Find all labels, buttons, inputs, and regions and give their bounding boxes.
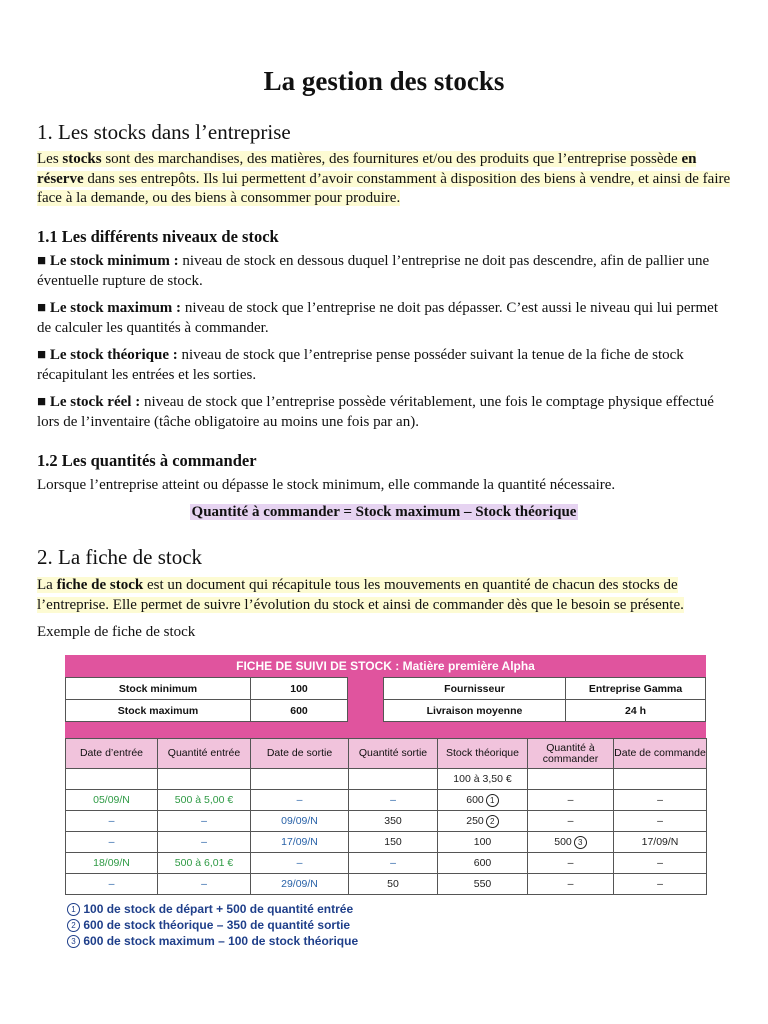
table-cell bbox=[348, 852, 438, 874]
table-cell-value: 05/09/N bbox=[93, 794, 130, 806]
table-cell-value: – bbox=[567, 878, 574, 890]
example-caption: Exemple de fiche de stock bbox=[37, 624, 196, 640]
table-cell-value: – bbox=[108, 836, 115, 848]
table-cell bbox=[437, 768, 528, 790]
list-item-stock-maximum: ■ Le stock maximum : niveau de stock que l’entreprise ne doit pas dépasser. C’est aussi le niveau qui lui permet de calculer les quantités à commander. bbox=[37, 300, 718, 336]
table-cell-value: – bbox=[567, 815, 574, 827]
table-header-cell: Quantité à commander bbox=[527, 738, 614, 769]
table-cell bbox=[613, 810, 707, 832]
table-header-cell: Date d’entrée bbox=[65, 738, 158, 769]
subsection-1-2-heading: 1.2 Les quantités à commander bbox=[37, 451, 257, 470]
table-cell bbox=[157, 873, 251, 895]
table-cell bbox=[527, 789, 614, 811]
table-cell-value: – bbox=[201, 836, 207, 848]
stock-sheet-title: FICHE DE SUIVI DE STOCK : Matière première Alpha bbox=[236, 659, 535, 673]
table-cell-value: – bbox=[296, 794, 303, 806]
note-3: 3 600 de stock maximum – 100 de stock théorique bbox=[65, 933, 706, 949]
table-cell-value: 100 à 3,50 € bbox=[453, 773, 512, 785]
table-cell-value: 100 bbox=[473, 836, 492, 848]
table-cell bbox=[65, 852, 158, 874]
table-cell-value: 500 à 6,01 € bbox=[174, 857, 234, 869]
table-cell bbox=[437, 873, 528, 895]
table-cell-value: 17/09/N bbox=[281, 836, 318, 848]
table-cell-value: 350 bbox=[384, 815, 402, 827]
table-cell bbox=[157, 852, 251, 874]
callout-marker: 1 bbox=[486, 794, 499, 807]
subsection-1-1-heading: 1.1 Les différents niveaux de stock bbox=[37, 227, 279, 246]
table-cell bbox=[65, 831, 158, 853]
list-item-stock-theorique: ■ Le stock théorique : niveau de stock que l’entreprise pense posséder suivant la tenue de la fiche de stock récapitulant les entrées et les sorties. bbox=[37, 347, 684, 383]
formula: Quantité à commander = Stock maximum – Stock théorique bbox=[191, 504, 577, 520]
table-cell-value: – bbox=[567, 857, 574, 869]
stock-max-label: Stock maximum bbox=[65, 699, 251, 722]
table-cell bbox=[348, 810, 438, 832]
table-cell-value: – bbox=[657, 794, 663, 806]
note-2: 2 600 de stock théorique – 350 de quantité sortie bbox=[65, 917, 706, 933]
table-cell bbox=[437, 831, 528, 853]
table-cell-value: 500 à 5,00 € bbox=[174, 794, 234, 806]
table-cell bbox=[65, 768, 158, 790]
table-cell bbox=[527, 873, 614, 895]
list-item-stock-reel: ■ Le stock réel : niveau de stock que l’entreprise possède véritablement, une fois le comptage physique effectué lors de l’inventaire (tâche obligatoire au moins une fois par an). bbox=[37, 394, 714, 430]
table-cell bbox=[348, 789, 438, 811]
table-cell bbox=[613, 789, 707, 811]
table-cell bbox=[613, 852, 707, 874]
callout-marker: 3 bbox=[574, 836, 587, 849]
supplier-label: Fournisseur bbox=[383, 677, 566, 700]
table-cell bbox=[250, 873, 349, 895]
table-cell-value: – bbox=[201, 815, 207, 827]
table-cell bbox=[613, 768, 707, 790]
table-cell bbox=[250, 852, 349, 874]
table-cell bbox=[613, 873, 707, 895]
page-title: La gestion des stocks bbox=[263, 66, 505, 96]
table-cell-value: – bbox=[390, 857, 396, 869]
section-2-heading: 2. La fiche de stock bbox=[37, 545, 203, 569]
table-cell bbox=[527, 852, 614, 874]
list-item-stock-minimum: ■ Le stock minimum : niveau de stock en dessous duquel l’entreprise ne doit pas descendre, afin de pallier une éventuelle rupture de stock. bbox=[37, 253, 710, 289]
table-cell-value: 600 bbox=[466, 794, 484, 806]
callout-marker: 2 bbox=[486, 815, 499, 828]
table-cell-value: 550 bbox=[473, 878, 492, 890]
table-cell bbox=[527, 831, 614, 853]
supplier-value: Entreprise Gamma bbox=[565, 677, 706, 700]
table-cell-value: – bbox=[567, 794, 574, 806]
table-cell-value: 50 bbox=[387, 878, 399, 890]
table-cell bbox=[157, 768, 251, 790]
section-1-heading: 1. Les stocks dans l’entreprise bbox=[37, 120, 291, 144]
note-1: 1 100 de stock de départ + 500 de quantité entrée bbox=[65, 901, 706, 917]
table-cell bbox=[348, 873, 438, 895]
table-cell-value: – bbox=[296, 857, 303, 869]
stock-min-value: 100 bbox=[250, 677, 348, 700]
table-cell bbox=[437, 810, 528, 832]
table-cell-value: 500 bbox=[554, 836, 572, 848]
stock-max-value: 600 bbox=[250, 699, 348, 722]
table-cell-value: – bbox=[657, 878, 663, 890]
table-cell-value: – bbox=[657, 815, 663, 827]
table-cell bbox=[437, 852, 528, 874]
table-cell-value: – bbox=[108, 878, 115, 890]
table-cell bbox=[65, 789, 158, 811]
table-cell-value: 29/09/N bbox=[281, 878, 318, 890]
table-cell bbox=[348, 831, 438, 853]
delivery-label: Livraison moyenne bbox=[383, 699, 566, 722]
table-cell bbox=[157, 789, 251, 811]
table-cell bbox=[613, 831, 707, 853]
table-cell-value: 18/09/N bbox=[93, 857, 130, 869]
table-cell bbox=[437, 789, 528, 811]
table-cell-value: – bbox=[390, 794, 396, 806]
table-cell-value: 17/09/N bbox=[641, 836, 679, 848]
table-header-cell: Date de sortie bbox=[250, 738, 349, 769]
table-cell bbox=[250, 831, 349, 853]
delivery-value: 24 h bbox=[565, 699, 706, 722]
stock-sheet-table bbox=[65, 655, 706, 895]
table-header-cell: Stock théorique bbox=[437, 738, 528, 769]
order-text: Lorsque l’entreprise atteint ou dépasse le stock minimum, elle commande la quantité nécessaire. bbox=[37, 477, 616, 493]
table-cell-value: – bbox=[657, 857, 663, 869]
stock-min-label: Stock minimum bbox=[65, 677, 251, 700]
section-2-intro: La fiche de stock est un document qui récapitule tous les mouvements en quantité de chacun des stocks de l’entreprise. Elle permet de suivre l’évolution du stock et ainsi de commander dès que le besoin se présente. bbox=[37, 577, 684, 613]
section-1-intro: Les stocks sont des marchandises, des matières, des fournitures et/ou des produits que l’entreprise possède en réserve dans ses entrepôts. Ils lui permettent d’avoir constamment à disposition des biens à vendre, et ainsi de faire face à la demande, ou des biens à consommer pour produire. bbox=[37, 151, 731, 206]
table-cell-value: – bbox=[201, 878, 207, 890]
table-cell bbox=[250, 810, 349, 832]
table-cell bbox=[527, 810, 614, 832]
table-cell-value: 600 bbox=[473, 857, 492, 869]
table-header-cell: Quantité entrée bbox=[157, 738, 251, 769]
table-cell bbox=[527, 768, 614, 790]
table-cell bbox=[250, 789, 349, 811]
table-header-cell: Quantité sortie bbox=[348, 738, 438, 769]
table-cell bbox=[157, 810, 251, 832]
table-cell-value: – bbox=[108, 815, 115, 827]
table-cell bbox=[65, 873, 158, 895]
table-cell-value: 09/09/N bbox=[281, 815, 318, 827]
table-header-cell: Date de commande bbox=[613, 738, 707, 769]
table-notes bbox=[65, 901, 706, 949]
table-cell bbox=[348, 768, 438, 790]
table-cell bbox=[157, 831, 251, 853]
table-cell-value: 150 bbox=[384, 836, 402, 848]
table-cell-value: 250 bbox=[466, 815, 484, 827]
table-cell bbox=[65, 810, 158, 832]
table-cell bbox=[250, 768, 349, 790]
